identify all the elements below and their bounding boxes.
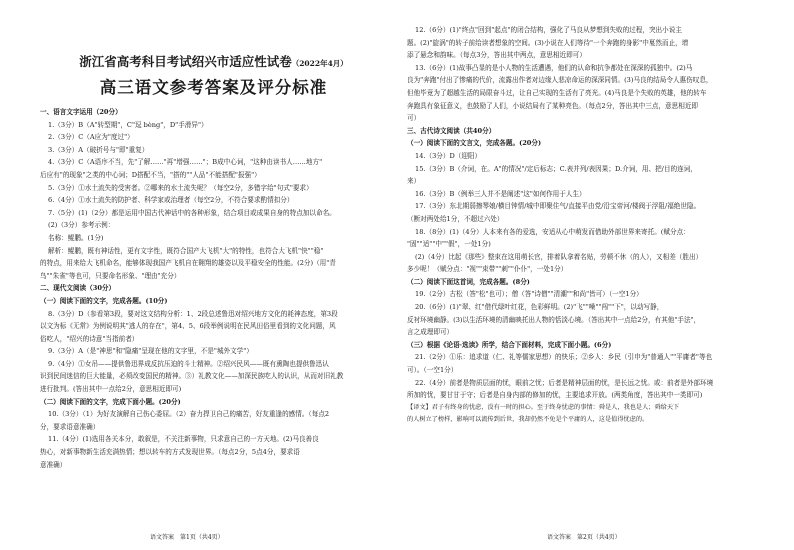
answer-line: 一、语言文字运用（20分）: [40, 108, 122, 116]
answer-line: 17.（3分）东北期弱擦琴娘/横目钟情/城中即聚住气/直接平由党/沿宝帝河/楼阀于浮阻/福绝世隐。: [415, 202, 701, 211]
answer-line: 分，要求语意准确）: [40, 422, 100, 431]
answer-line: 4.（3分）C（A语序不当，先"了解……"再"增强……"；B成中心词，"这种由读书人……地方": [48, 158, 323, 167]
answer-line: （一）阅读下面的文言文，完成各题。(20分): [407, 139, 542, 148]
answer-line: 题。(2)"旋涡"的转子前给读者想象的空间。(3)小说在人们等待"一个奔跑的身影"中戛然而止，增: [407, 38, 689, 47]
answer-line: "固""适""中""假"，一处1分): [407, 240, 491, 249]
answer-line: 22.（4分）前者是物质层面的忧，眼前之忧；后者是精神层面的忧，是长远之忧。或：前者是外部环境: [415, 378, 714, 387]
answer-line: (2)（3分）参考示例：: [48, 221, 115, 230]
answer-line: 来）: [407, 177, 421, 186]
page-footer: 语文答案 第2页（共4页）: [547, 534, 621, 541]
answer-line: 6.（4分）①水土流失的防护者、科学家或治理者（每空2分，不符合要求酌情扣分）: [48, 196, 294, 205]
answer-line: 二、现代文阅读（30分）: [40, 284, 116, 293]
answer-line: （二）阅读下面这首词，完成各题。(8分): [407, 277, 530, 286]
answer-line: 多少呢！（赋分点："视""束带""刺""仆仆"，一处1分）: [407, 265, 568, 274]
answer-line: 意准确）: [40, 460, 67, 469]
answer-line: 三、古代诗文阅读（共40分）: [407, 126, 496, 135]
answer-line: 18.（8分）(1)（4分）人本来有各的爱选，安适从心中萌发而借助外部世界来寄托。(赋分点：: [415, 227, 690, 236]
answer-line: （三）根据《论语·选读》所学，结合下面材料，完成下面小题。(6分): [407, 340, 612, 349]
answer-line: 后应有"的现象"之类的中心词；D搭配不当，"搭的""人品"不能搭配"报强"）: [40, 170, 261, 179]
translation-line: 【译文】君子有终身的忧虑，没有一时的担心。至于终身忧虑的事情：舜是人，我也是人；舜给天下: [407, 403, 680, 411]
answer-line: 的特点，用来给大飞机命名，能够体现我国产飞机自在翱翔的雄姿以及平稳安全的性能。(2分)（用"青: [40, 259, 336, 268]
answer-line: 所加的忧，要甘甘于守；后者是自身内部的修加的忧，主要追求开放。(两类角度，答出其中一类即可): [407, 391, 703, 400]
answer-line: 鸟""朱雀"等也可，只要命名形象、"理由"充分）: [40, 271, 181, 280]
answer-line: 言之成理即可）: [407, 328, 454, 337]
answer-line: 添了悬念和韵味。（每点3分，答出其中两点，意思相近即可）: [407, 51, 586, 60]
translation-note: [407, 402, 768, 426]
answer-line: 名称：鲲鹏。(1分): [48, 233, 104, 242]
answer-line: 但他毕竟为了超越生活的局限奋斗过，让自己实现的生活有了亮光。(4)马良是个失败的英雄，他的转车: [407, 88, 707, 97]
exam-title: [40, 52, 387, 70]
answer-line: 可）。（一空1分）: [407, 366, 458, 375]
answer-line: 9.（4分）①女吊——提供鲁迅界成反抗压迫的斗士精神。②绍兴民风——既有熏陶也提供鲁迅认: [48, 359, 329, 368]
answer-line: 以文为标《无常》为例说明其"逃人的存在"，第4、5、6段举例说明在民风田俗里看到的文化问题，风: [40, 322, 336, 331]
answer-line: （断对两处给1分，不超过六处）: [407, 214, 504, 223]
answer-line: 识到民间迷信的巨大能量，必须改变国民的精神。③）礼教文化——加深民族吃人的认识，从而对旧礼教: [40, 372, 344, 381]
answer-line: 2.（3分）C（A应为"度过"）: [48, 133, 134, 142]
exam-date: （2022年4月）: [291, 59, 348, 68]
answer-line: 20.（6分）(1)"翠、红"借代绿叶红花，色彩鲜明。(2)"飞""噪""闯""下"，以动写静，: [415, 303, 664, 312]
answer-line: 解析：鲲鹏，既有神话性，更有文字性，既符合国产大飞机"大"的特性，也符合大飞机"快""稳": [48, 246, 324, 255]
answer-line: 21.（2分）①乐：追求道（仁、礼等儒家思想）的快乐；②乡人：乡民（引申为"普通人""平庸者"等也: [415, 353, 713, 362]
answer-text-block: [40, 106, 387, 471]
answer-line: 俗吃人，"绍兴的诗意"当指前者）: [40, 334, 139, 343]
answer-line: 16.（3分）B（例举三人并不是阐述"这"如何作用于人生）: [415, 189, 586, 198]
answer-line: 可）: [407, 114, 421, 123]
answer-line: 14.（3分）D（迎阳）: [415, 151, 482, 160]
answer-line: 热心，对新事物新生活充满热情；想以转车的方式发现世界。（每点2分，5点4分，要求语: [40, 448, 300, 457]
answer-line: 13.（6分）(1)故事凸显的是小人物的生活遭遇，他们的认命和抗争都处在深深的孤独中。(2)马: [415, 63, 693, 72]
answer-line: 3.（3分）A（破折号与"即"重复）: [48, 145, 149, 154]
answer-line: 良为"奔跑"付出了惨痛的代价，流露出作者对边缘人悲凉命运的深深同情。(3)马良的结局令人惠伤叹息，: [407, 76, 713, 85]
answer-line: (2)（4分）比起《那些》整束在这用萌长官，排着队拿着名贴，劳顿不休（的人），又相差（胜出）: [415, 252, 703, 261]
answer-line: 1.（3分）B（A"转型期"，C"逗 bèng"，D"手滑异"）: [48, 120, 208, 129]
answer-line: 10.（3分）（1）为好友演解自己伤心委屈。（2）奋力捍卫自己的痛苦，好友重逢的感情。（每点2: [48, 410, 330, 419]
exam-title-text: 浙江省高考科目考试绍兴市适应性试卷: [79, 54, 292, 69]
answer-text-block: [407, 24, 768, 402]
page-footer: 语文答案 第1页（共4页）: [150, 534, 224, 541]
answer-line: 19.（2分）古松（答"松"也可）；僧（答"诗僧""清潮""和尚"皆可）（一空1分）: [415, 290, 643, 299]
answer-line: 奔跑具有象征意义，也鼓励了人们，小说结局有了某种亮色。（每点2分，答出其中三点，意思相近即: [407, 101, 699, 110]
answer-line: 5.（3分）①水土流失的受害者。②哪来的水土流失呢？（每空2分，多错字给"句式"要求）: [48, 183, 313, 192]
answer-line: 反衬环境幽静。(3)以生活环境的清幽映托出人物的恬淡心境。（答出其中一点给2分，有其他"手法"，: [407, 315, 701, 324]
answer-line: 11.（4分）(1)选用各关本分，敢叙是，不关注新事物，只求意自己的一方天地。(2)马良善良: [48, 435, 319, 444]
answer-line: 9.（3分）A（是"神思"和"隐痛"呈现在他的文字里，不是"城外文学"）: [48, 347, 253, 356]
page-title: 高三语文参考答案及评分标准: [99, 78, 328, 97]
answer-line: （二）阅读下面的文字，完成下面小题。(20分): [40, 397, 181, 406]
answer-line: 15.（3分）B（介词，在。A"的情况"/定后标志；C.表并列/表因果；D.介词，用、把/目的连词，: [415, 164, 697, 173]
answer-line: 7.（5分）(1)（2分）都是运用中国古代神话中的各种形象，结合项目或成果自身的特点加以命名。: [48, 208, 336, 217]
answer-page-2: [397, 0, 794, 550]
answer-line: 12.（6分）(1)"终点"回到"起点"的闭合结构，强化了马良从梦想到失败的过程，突出小说主: [415, 26, 682, 34]
answer-line: 8.（3分）D（参看第3段，要对这文结构分析：1、2段总述鲁迅对绍兴地方文化的耗神态度，第3段: [48, 309, 338, 318]
answer-line: （一）阅读下面的文字，完成各题。(10分): [40, 296, 168, 305]
translation-line: 的人树立了榜样，影响可以流传到后世，我却仍然不免是个平庸的人，这是值得忧虑的。: [407, 415, 649, 423]
answer-line: 进行批判。(答出其中一点给2分，意思相近即可): [40, 385, 182, 394]
